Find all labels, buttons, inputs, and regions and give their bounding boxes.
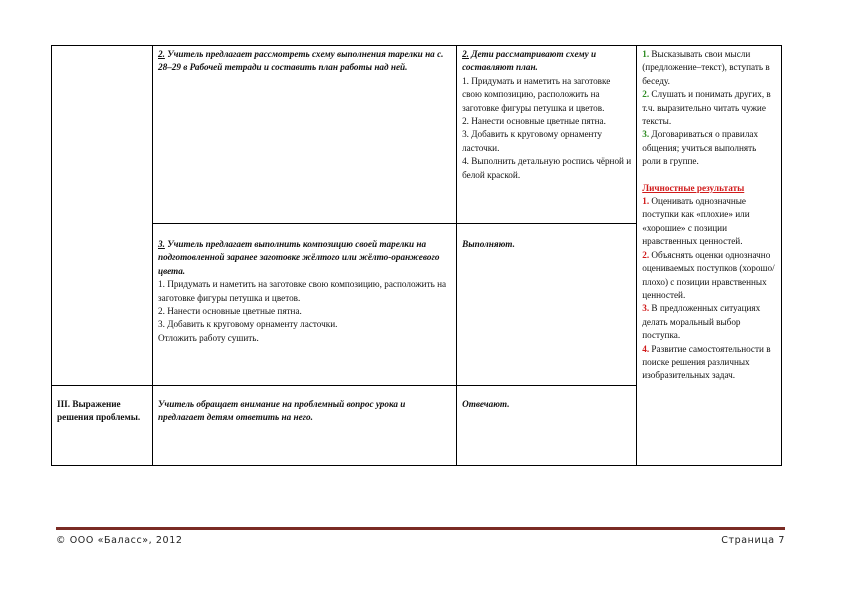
step-number: 2. (158, 49, 165, 59)
students-intro: Дети рассматривают схему и составляют план. (462, 49, 597, 73)
result-item: 1. Оценивать однозначные поступки как «плохие» или «хорошие» с позиции нравственных ценностей. (642, 196, 750, 247)
result-item: 4. Развитие самостоятельности в поиске решения различных изобразительных задач. (642, 343, 771, 381)
stage-cell (52, 386, 153, 466)
lesson-table (51, 45, 782, 466)
footer-copyright: © ООО «Баласс», 2012 (56, 535, 183, 546)
plan-step: 4. Выполнить детальную роспись чёрной и белой краской. (462, 156, 632, 180)
plan-step: 1. Придумать и наметить на заготовке свою композицию, расположить на заготовке фигуры петушка и цветов. (158, 279, 447, 303)
plan-step: 3. Добавить к круговому орнаменту ласточки. (158, 319, 338, 330)
table-row (52, 46, 782, 224)
teacher-cell (153, 46, 457, 224)
stage-cell (52, 46, 153, 386)
footer-divider (56, 527, 785, 530)
teacher-instruction: Учитель предлагает выполнить композицию своей тарелки на подготовленной заранее заготовке жёлтого или жёлто-оранжевого цвета. (158, 239, 440, 276)
footer-page-number: Страница 7 (721, 535, 785, 546)
students-cell (457, 386, 637, 466)
result-item: 1. Высказывать свои мысли (предложение–текст), вступать в беседу. (642, 49, 770, 86)
plan-step: 1. Придумать и наметить на заготовке свою композицию, расположить на заготовке фигуры петушка и цветов. (462, 75, 611, 113)
students-action: Отвечают. (462, 399, 510, 409)
students-action: Выполняют. (462, 239, 515, 249)
result-item: 2. Слушать и понимать других, в т.ч. выразительно читать чужие тексты. (642, 89, 771, 127)
result-item: 3. Договариваться о правилах общения; учиться выполнять роли в группе. (642, 129, 759, 167)
step-number: 3. (158, 239, 165, 249)
teacher-cell (153, 386, 457, 466)
students-cell (457, 46, 637, 224)
plan-step: 2. Нанести основные цветные пятна. (158, 306, 302, 317)
students-cell (457, 224, 637, 386)
teacher-instruction: Учитель обращает внимание на проблемный вопрос урока и предлагает детям ответить на него. (158, 399, 406, 423)
teacher-cell (153, 224, 457, 386)
result-item: 3. В предложенных ситуациях делать моральный выбор поступка. (642, 303, 761, 341)
result-item: 2. Объяснять оценки однозначно оцениваемых поступков (хорошо/плохо) с позиции нравственных ценностей. (642, 249, 775, 300)
results-cell (637, 46, 782, 466)
plan-step: 3. Добавить к круговому орнаменту ласточки. (462, 129, 602, 153)
plan-step: Отложить работу сушить. (158, 332, 259, 343)
plan-step: 2. Нанести основные цветные пятна. (462, 116, 606, 127)
step-number: 2. (462, 49, 469, 59)
personal-results-heading: Личностные результаты (642, 182, 745, 193)
teacher-instruction: Учитель предлагает рассмотреть схему выполнения тарелки на с. 28–29 в Рабочей тетради и составить план работы над ней. (158, 49, 444, 73)
stage-title: III. Выражение решения проблемы. (57, 399, 141, 423)
